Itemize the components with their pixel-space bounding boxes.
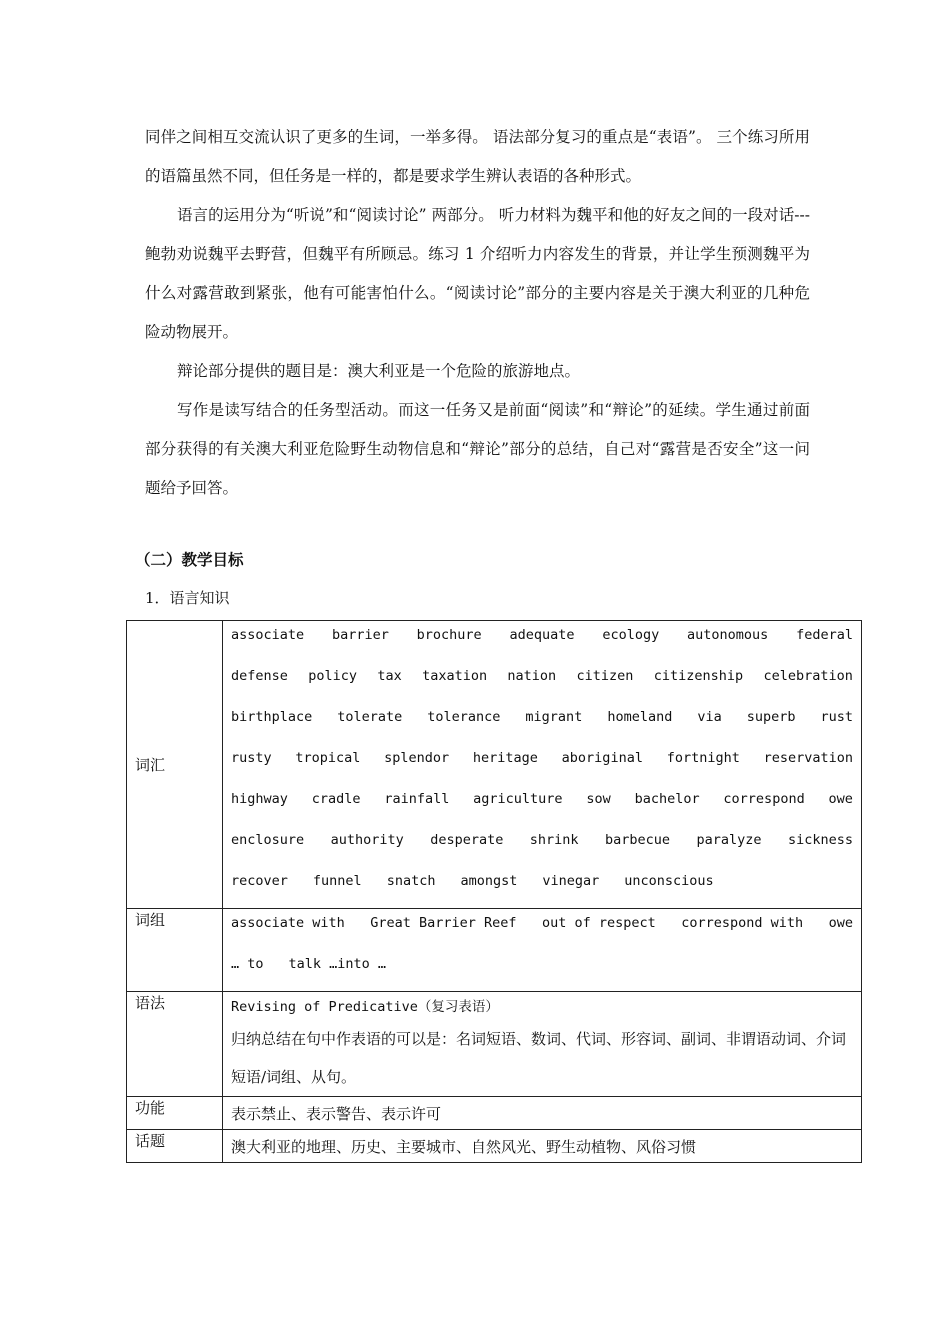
vocab-line	[231, 744, 853, 785]
vocab-line	[231, 785, 853, 826]
vocab-word: tropical	[295, 750, 361, 766]
vocab-word: celebration	[763, 668, 853, 684]
vocab-word: rainfall	[384, 791, 450, 807]
vocab-word: agriculture	[473, 791, 563, 807]
grammar-label: 语法	[127, 992, 223, 1097]
vocab-word: tolerance	[427, 709, 501, 725]
vocab-list	[231, 621, 853, 908]
vocab-word: taxation	[422, 668, 488, 684]
vocab-word: owe	[828, 791, 853, 807]
vocab-word: ecology	[602, 627, 660, 643]
vocab-line	[231, 826, 853, 867]
vocab-word: sickness	[787, 832, 853, 848]
phrase-item: associate with	[231, 915, 345, 931]
grammar-cell	[223, 992, 862, 1097]
vocab-word: barrier	[331, 627, 389, 643]
paragraph-debate: 辩论部分提供的题目是：澳大利亚是一个危险的旅游地点。	[177, 362, 581, 380]
vocab-word: tax	[377, 668, 402, 684]
paragraph-writing: 写作是读写结合的任务型活动。而这一任务又是前面“阅读”和“辩论”的延续。学生通过前面部分获得的有关澳大利亚危险野生动物信息和“辩论”部分的总结，自己对“露营是否安全”这一问题给予回答。	[145, 401, 810, 497]
vocab-word: autonomous	[687, 627, 769, 643]
vocab-word: authority	[330, 832, 404, 848]
vocab-word: defense	[231, 668, 288, 684]
phrase-item: talk …into …	[288, 956, 387, 972]
phrase-item: Great Barrier Reef	[370, 915, 517, 931]
topic-label: 话题	[127, 1130, 223, 1163]
vocab-word: migrant	[525, 709, 583, 725]
body-text	[145, 118, 810, 508]
phrase-item: correspond with	[681, 915, 804, 931]
vocab-word: bachelor	[634, 791, 700, 807]
vocab-line	[231, 662, 853, 703]
paragraph-grammar-review: 同伴之间相互交流认识了更多的生词，一举多得。 语法部分复习的重点是“表语”。 三个练习所用的语篇虽然不同，但任务是一样的，都是要求学生辨认表语的各种形式。	[145, 128, 810, 185]
table-row-function	[127, 1097, 862, 1130]
vocab-word: rust	[820, 709, 853, 725]
vocab-word: cradle	[311, 791, 361, 807]
phrase-label: 词组	[127, 909, 223, 992]
vocab-word: via	[697, 709, 722, 725]
vocab-word: heritage	[472, 750, 538, 766]
phrase-cell	[223, 909, 862, 992]
vocab-line	[231, 621, 853, 662]
vocab-word: recover	[231, 873, 288, 889]
vocab-word: nation	[507, 668, 557, 684]
phrase-item: out of respect	[541, 915, 656, 931]
vocab-word: federal	[796, 627, 853, 643]
table-row-grammar	[127, 992, 862, 1097]
vocab-word: aboriginal	[561, 750, 643, 766]
vocab-word: policy	[308, 668, 358, 684]
phrase-line	[231, 909, 853, 950]
subheading-language-knowledge: 1．语言知识	[145, 589, 230, 607]
table-row-topic	[127, 1130, 862, 1163]
grammar-title: Revising of Predicative（复习表语）	[231, 999, 499, 1015]
section-heading-teaching-goals: （二）教学目标	[135, 551, 244, 569]
vocab-word: tolerate	[337, 709, 403, 725]
vocab-line	[231, 703, 853, 744]
vocab-word: splendor	[384, 750, 450, 766]
vocab-word: sow	[586, 791, 611, 807]
vocab-word: associate	[231, 627, 305, 643]
topic-text: 澳大利亚的地理、历史、主要城市、自然风光、野生动植物、风俗习惯	[231, 1138, 697, 1156]
vocab-word: snatch	[386, 873, 436, 889]
vocab-label: 词汇	[127, 621, 223, 909]
function-label: 功能	[127, 1097, 223, 1130]
topic-cell	[223, 1130, 862, 1163]
vocab-word: desperate	[430, 832, 504, 848]
grammar-summary: 归纳总结在句中作表语的可以是：名词短语、数词、代词、形容词、副词、非谓语动词、介词短语/词组、从句。	[231, 1030, 847, 1086]
language-knowledge-table	[126, 620, 862, 1163]
vocab-word: highway	[231, 791, 288, 807]
vocab-word: vinegar	[542, 873, 600, 889]
vocab-word: adequate	[509, 627, 575, 643]
vocab-word: citizen	[576, 668, 634, 684]
paragraph-language-use: 语言的运用分为“听说”和“阅读讨论” 两部分。 听力材料为魏平和他的好友之间的一段对话---鲍勃劝说魏平去野营，但魏平有所顾忌。练习 1 介绍听力内容发生的背景，并让学生预测魏平为什么对露营敢到紧张，他有可能害怕什么。“阅读讨论”部分的主要内容是关于澳大利亚的几种危险动物展开。	[145, 206, 810, 341]
vocab-word: fortnight	[666, 750, 740, 766]
vocab-word: paralyze	[696, 832, 762, 848]
vocab-word: amongst	[460, 873, 518, 889]
phrase-line	[231, 950, 853, 991]
vocab-word: citizenship	[653, 668, 744, 684]
vocab-word: funnel	[312, 873, 362, 889]
vocab-word: rusty	[231, 750, 272, 766]
vocab-word: brochure	[416, 627, 482, 643]
function-text: 表示禁止、表示警告、表示许可	[231, 1105, 442, 1123]
function-cell	[223, 1097, 862, 1130]
vocab-word: superb	[746, 709, 796, 725]
vocab-cell	[223, 621, 862, 909]
vocab-line	[231, 867, 853, 908]
phrase-item: … to	[231, 956, 264, 972]
table-row-phrases	[127, 909, 862, 992]
vocab-word: correspond	[723, 791, 805, 807]
phrase-item: owe	[828, 915, 853, 931]
vocab-word: reservation	[763, 750, 853, 766]
vocab-word: birthplace	[231, 709, 313, 725]
vocab-word: unconscious	[624, 873, 714, 889]
vocab-word: barbecue	[605, 832, 671, 848]
vocab-word: homeland	[607, 709, 673, 725]
vocab-word: shrink	[529, 832, 579, 848]
vocab-word: enclosure	[231, 832, 305, 848]
table-row-vocabulary	[127, 621, 862, 909]
